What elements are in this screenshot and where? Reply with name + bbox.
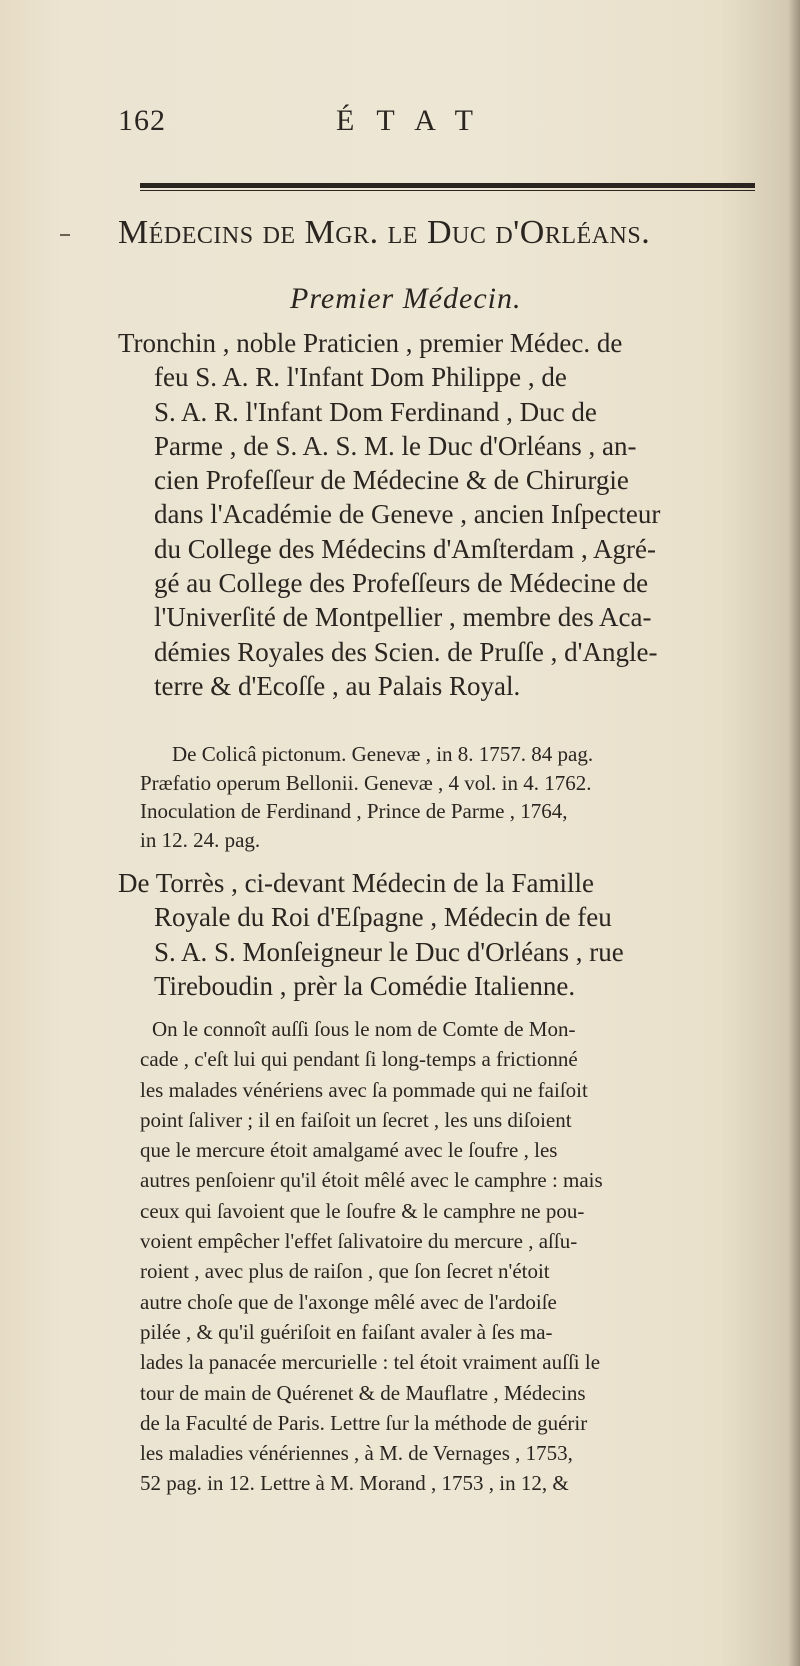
comment-line: tour de main de Quérenet & de Mauflatre , Médecins bbox=[140, 1380, 586, 1405]
section-subheading: Premier Médecin. bbox=[290, 282, 522, 315]
note-line: in 12. 24. pag. bbox=[140, 827, 261, 852]
entry-tronchin bbox=[118, 326, 768, 703]
running-title: ÉTAT bbox=[336, 104, 495, 137]
entry-de-torres bbox=[118, 866, 768, 1003]
entry-line: du College des Médecins d'Amſterdam , Agré- bbox=[154, 533, 656, 564]
entry-line: gé au College des Profeſſeurs de Médecine de bbox=[154, 568, 649, 599]
entry-line: cien Profeſſeur de Médecine & de Chirurgie bbox=[154, 465, 629, 496]
comment-line: point ſaliver ; il en faiſoit un ſecret , les uns diſoient bbox=[140, 1107, 572, 1132]
entry-tronchin-notes bbox=[140, 740, 770, 854]
comment-line: autre choſe que de l'axonge mêlé avec de l'ardoiſe bbox=[140, 1289, 557, 1314]
comment-line: les malades vénériens avec ſa pommade qui ne faiſoit bbox=[140, 1077, 588, 1102]
comment-line: pilée , & qu'il guériſoit en faiſant avaler à ſes ma- bbox=[140, 1319, 553, 1344]
header-rule bbox=[140, 183, 755, 188]
comment-line: roient , avec plus de raiſon , que ſon ſecret n'étoit bbox=[140, 1259, 550, 1284]
entry-de-torres-comment bbox=[140, 1014, 770, 1499]
comment-line: les maladies vénériennes , à M. de Vernages , 1753, bbox=[140, 1441, 573, 1466]
comment-line: 52 pag. in 12. Lettre à M. Morand , 1753 , in 12, & bbox=[140, 1471, 569, 1496]
comment-line: que le mercure étoit amalgamé avec le ſoufre , les bbox=[140, 1138, 558, 1163]
comment-line: On le connoît auſſi ſous le nom de Comte de Mon- bbox=[152, 1017, 576, 1041]
comment-line: ceux qui ſavoient que le ſoufre & le camphre ne pou- bbox=[140, 1198, 585, 1223]
entry-line: Tireboudin , prèr la Comédie Italienne. bbox=[154, 970, 576, 1001]
comment-line: autres penſoienr qu'il étoit mêlé avec le camphre : mais bbox=[140, 1168, 603, 1193]
entry-line: dans l'Académie de Geneve , ancien Inſpecteur bbox=[154, 499, 661, 530]
header-rule-thin bbox=[140, 190, 755, 191]
running-head bbox=[118, 104, 758, 144]
note-line: Inoculation de Ferdinand , Prince de Parme , 1764, bbox=[140, 799, 568, 823]
note-line: De Colicâ pictonum. Genevæ , in 8. 1757. 84 pag. bbox=[172, 742, 594, 766]
page-number: 162 bbox=[118, 104, 166, 137]
note-line: Præfatio operum Bellonii. Genevæ , 4 vol. in 4. 1762. bbox=[140, 770, 592, 795]
margin-mark bbox=[60, 234, 70, 236]
entry-line: feu S. A. R. l'Infant Dom Philippe , de bbox=[154, 362, 567, 393]
entry-line: Royale du Roi d'Eſpagne , Médecin de feu bbox=[154, 902, 612, 933]
entry-line: De Torrès , ci-devant Médecin de la Famille bbox=[118, 868, 594, 898]
entry-line: l'Univerſité de Montpellier , membre des Aca- bbox=[154, 602, 652, 633]
section-heading: Médecins de Mgr. le Duc d'Orléans. bbox=[118, 214, 651, 251]
comment-line: cade , c'eſt lui qui pendant ſi long-temps a frictionné bbox=[140, 1047, 578, 1072]
entry-line: S. A. R. l'Infant Dom Ferdinand , Duc de bbox=[154, 396, 597, 427]
entry-line: Tronchin , noble Praticien , premier Médec. de bbox=[118, 328, 623, 358]
comment-line: de la Faculté de Paris. Lettre ſur la méthode de guérir bbox=[140, 1410, 588, 1435]
entry-line: démies Royales des Scien. de Pruſſe , d'Angle- bbox=[154, 636, 658, 667]
entry-line: Parme , de S. A. S. M. le Duc d'Orléans , an- bbox=[154, 430, 637, 461]
entry-line: terre & d'Ecoſſe , au Palais Royal. bbox=[154, 670, 521, 701]
comment-line: voient empêcher l'effet ſalivatoire du mercure , aſſu- bbox=[140, 1229, 578, 1254]
entry-line: S. A. S. Monſeigneur le Duc d'Orléans , rue bbox=[154, 936, 624, 967]
comment-line: lades la panacée mercurielle : tel étoit vraiment auſſi le bbox=[140, 1350, 601, 1375]
